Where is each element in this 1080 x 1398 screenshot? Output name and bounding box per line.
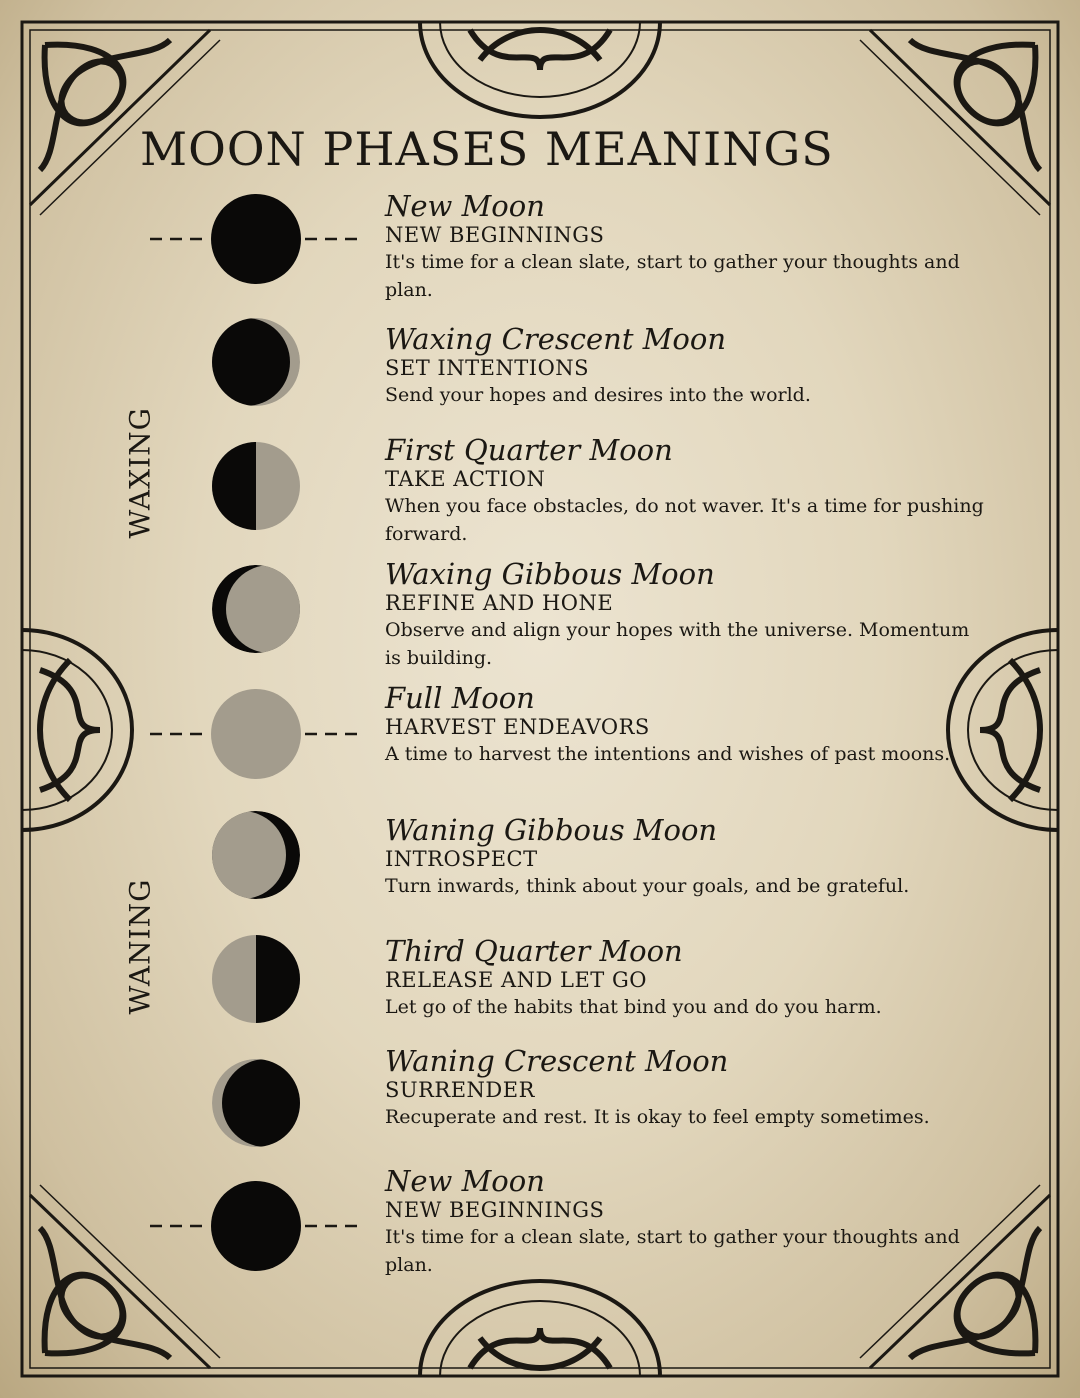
phase-name: New Moon	[385, 189, 545, 223]
phase-name: Waxing Crescent Moon	[385, 322, 727, 356]
new-moon-return-icon	[211, 1181, 301, 1271]
waning-label: WANING	[123, 878, 157, 1015]
phase-theme: NEW BEGINNINGS	[385, 1198, 605, 1222]
phase-description: It's time for a clean slate, start to gather your thoughts and plan.	[385, 251, 960, 301]
phase-entry-third-quarter	[385, 935, 1025, 1021]
first-quarter-moon-icon	[212, 442, 300, 530]
waxing-gibbous-moon-icon	[212, 565, 314, 653]
phase-entry-new-moon	[385, 190, 1025, 304]
page-title: MOON PHASES MEANINGS	[140, 122, 834, 176]
phase-entry-waning-crescent	[385, 1045, 1025, 1131]
phase-theme: INTROSPECT	[385, 847, 538, 871]
waning-crescent-moon-icon	[212, 1059, 310, 1147]
waxing-label: WAXING	[123, 407, 157, 539]
phase-description: Let go of the habits that bind you and do you harm.	[385, 996, 882, 1018]
full-moon-icon	[211, 689, 301, 779]
phase-entry-waxing-crescent	[385, 323, 1025, 409]
phase-name: Waning Gibbous Moon	[385, 813, 718, 847]
waning-gibbous-moon-icon	[198, 811, 300, 899]
phase-name: First Quarter Moon	[385, 433, 673, 467]
phase-theme: REFINE AND HONE	[385, 591, 614, 615]
phase-theme: TAKE ACTION	[385, 467, 546, 491]
phase-theme: RELEASE AND LET GO	[385, 968, 647, 992]
phase-entry-new-moon-return	[385, 1165, 1025, 1279]
phase-name: Waxing Gibbous Moon	[385, 557, 715, 591]
new-moon-icon	[211, 194, 301, 284]
phase-description: A time to harvest the intentions and wishes of past moons.	[385, 743, 951, 765]
phase-description: Send your hopes and desires into the world.	[385, 384, 811, 406]
phase-description: Observe and align your hopes with the universe. Momentum is building.	[385, 619, 970, 669]
phase-theme: HARVEST ENDEAVORS	[385, 715, 650, 739]
phase-name: New Moon	[385, 1164, 545, 1198]
phase-entry-waxing-gibbous	[385, 558, 1025, 672]
phase-entry-waning-gibbous	[385, 814, 1025, 900]
phase-entry-full-moon	[385, 682, 1025, 768]
phase-name: Waning Crescent Moon	[385, 1044, 729, 1078]
phase-theme: SET INTENTIONS	[385, 356, 590, 380]
phase-description: Recuperate and rest. It is okay to feel empty sometimes.	[385, 1106, 930, 1128]
waxing-crescent-moon-icon	[202, 318, 300, 406]
phase-theme: NEW BEGINNINGS	[385, 223, 605, 247]
third-quarter-moon-icon	[212, 935, 300, 1023]
phase-description: Turn inwards, think about your goals, and be grateful.	[385, 875, 910, 897]
phase-theme: SURRENDER	[385, 1078, 535, 1102]
phase-description: It's time for a clean slate, start to gather your thoughts and plan.	[385, 1226, 960, 1276]
phase-name: Full Moon	[385, 681, 535, 715]
phase-name: Third Quarter Moon	[385, 934, 683, 968]
phase-description: When you face obstacles, do not waver. It's a time for pushing forward.	[385, 495, 984, 545]
phase-entry-first-quarter	[385, 434, 1025, 548]
